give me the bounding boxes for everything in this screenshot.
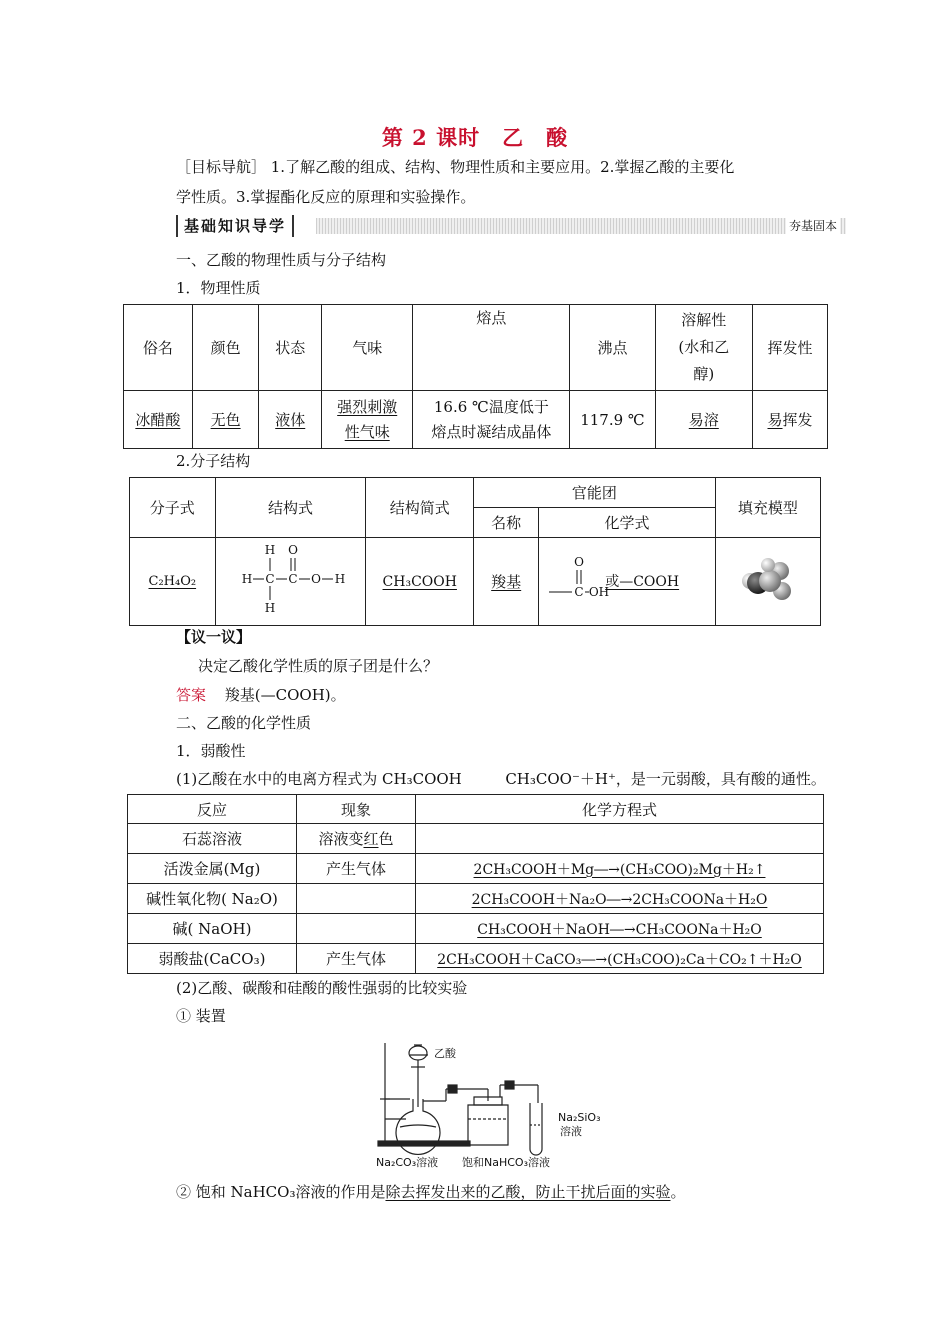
apparatus-diagram	[370, 1035, 620, 1175]
cell-solubility	[655, 391, 752, 449]
subheading-structure: 2.分子结构	[176, 452, 251, 470]
header-common-name: 俗名	[124, 305, 193, 391]
discuss-answer	[176, 684, 346, 705]
cell-condensed-formula	[366, 538, 474, 626]
note-suffix: 。	[670, 1183, 686, 1201]
cell-state	[259, 391, 322, 449]
cell-color	[192, 391, 259, 449]
acid-label: 乙酸	[434, 1047, 456, 1060]
reaction-cell: 石蕊溶液	[128, 824, 297, 854]
space-filling-model-image	[738, 555, 798, 605]
table-row	[128, 914, 824, 944]
reaction-cell: 碱( NaOH)	[128, 914, 297, 944]
molecular-formula-value: C₂H₄O₂	[148, 574, 197, 589]
section-heading-2: 二、乙酸的化学性质	[176, 714, 312, 732]
header-solubility	[655, 305, 752, 391]
cell-structural-formula	[215, 538, 366, 626]
header-melting: 熔点	[413, 305, 570, 391]
header-fg-formula: 化学式	[539, 508, 715, 538]
svg-text:C: C	[288, 571, 299, 586]
tube-label-1: Na₂SiO₃	[558, 1111, 601, 1124]
cell-odor	[322, 391, 413, 449]
phenomenon-cell	[297, 914, 416, 944]
odor-value-2: 性气味	[344, 422, 390, 441]
volatility-prefix: 易	[767, 411, 783, 429]
color-value: 无色	[210, 411, 241, 429]
reaction-cell: 碱性氧化物( Na₂O)	[128, 884, 297, 914]
bottle-label: 饱和NaHCO₃溶液	[462, 1156, 550, 1169]
note-prefix: ② 饱和 NaHCO₃溶液的作用是	[176, 1183, 386, 1201]
equation-cell	[416, 824, 824, 854]
structural-formula-diagram	[220, 540, 360, 620]
svg-text:H: H	[265, 542, 276, 557]
solubility-value: 易溶	[688, 411, 719, 429]
objectives-line-1: ［目标导航］ 1.了解乙酸的组成、结构、物理性质和主要应用。2.掌握乙酸的主要化	[176, 158, 735, 176]
equation-value: 2CH₃COOH＋Mg―→(CH₃COO)₂Mg＋H₂↑	[473, 861, 766, 878]
fg-formula-value: 或—COOH	[605, 573, 680, 590]
table-row	[128, 884, 824, 914]
melting-value-1: 16.6 ℃温度低于	[433, 397, 549, 416]
svg-text:H: H	[335, 571, 346, 586]
discuss-question: 决定乙酸化学性质的原子团是什么？	[198, 657, 439, 675]
note-answer: 除去挥发出来的乙酸，防止干扰后面的实验	[385, 1183, 671, 1201]
table-row	[128, 854, 824, 884]
common-name-value: 冰醋酸	[135, 411, 181, 429]
equation-value: 2CH₃COOH＋Na₂O―→2CH₃COONa＋H₂O	[471, 891, 768, 908]
comparison-heading: (2)乙酸、碳酸和硅酸的酸性强弱的比较实验	[176, 979, 468, 997]
header-volatility: 挥发性	[753, 305, 828, 391]
phenomenon-cell	[297, 884, 416, 914]
ionization-suffix: CH₃COO⁻＋H⁺，是一元弱酸，具有酸的通性。	[505, 770, 826, 788]
banner-tag: 夯基固本	[786, 218, 840, 234]
condensed-formula-value: CH₃COOH	[382, 573, 457, 590]
subheading-weak-acid: 1．弱酸性	[176, 742, 246, 760]
svg-text:O: O	[574, 554, 585, 569]
litmus-red: 红	[363, 830, 379, 848]
header-solubility-1: 溶解性	[681, 311, 727, 329]
svg-text:C: C	[574, 584, 584, 599]
banner-strip	[316, 218, 846, 234]
cell-space-filling-model	[715, 538, 820, 626]
subheading-physical: 1．物理性质	[176, 279, 261, 297]
svg-text:H: H	[265, 600, 276, 615]
carboxyl-group-diagram	[541, 552, 610, 612]
ionization-equation	[176, 768, 826, 789]
equation-cell	[416, 854, 824, 884]
svg-text:O: O	[311, 571, 322, 586]
objectives-line-2: 学性质。3.掌握酯化反应的原理和实验操作。	[176, 188, 476, 206]
litmus-post: 色	[378, 830, 394, 848]
physical-properties-table	[123, 304, 828, 449]
header-functional-group: 官能团	[474, 478, 716, 508]
equation-value: 2CH₃COOH＋CaCO₃―→(CH₃COO)₂Ca＋CO₂↑＋H₂O	[437, 951, 802, 968]
cell-volatility	[753, 391, 828, 449]
equation-cell	[416, 944, 824, 974]
melting-value-2: 熔点时凝结成晶体	[431, 422, 552, 441]
equation-cell	[416, 884, 824, 914]
cell-melting	[413, 391, 570, 449]
answer-text: 羧基(—COOH)。	[224, 686, 346, 704]
svg-text:OH: OH	[589, 584, 610, 599]
equation-value: CH₃COOH＋NaOH―→CH₃COONa＋H₂O	[477, 921, 762, 938]
odor-value-1: 强烈刺激	[337, 397, 398, 416]
answer-label: 答案	[176, 686, 207, 704]
header-solubility-3: 醇)	[693, 365, 715, 383]
section-banner	[176, 215, 846, 237]
cell-fg-name	[474, 538, 539, 626]
cell-molecular-formula	[130, 538, 216, 626]
header-reaction: 反应	[128, 795, 297, 824]
discuss-heading: 【议一议】	[176, 628, 252, 646]
volatility-rest: 挥发	[782, 411, 813, 429]
page-title: 第 2 课时 乙 酸	[381, 125, 569, 150]
header-equation: 化学方程式	[416, 795, 824, 824]
acid-properties-table	[127, 794, 824, 974]
header-space-filling-model: 填充模型	[715, 478, 820, 538]
fg-name-value: 羧基	[491, 573, 522, 591]
reaction-cell: 弱酸盐(CaCO₃)	[128, 944, 297, 974]
header-color: 颜色	[192, 305, 259, 391]
flask-label: Na₂CO₃溶液	[376, 1156, 439, 1169]
header-molecular-formula: 分子式	[130, 478, 216, 538]
litmus-pre: 溶液变	[318, 830, 364, 848]
header-fg-name: 名称	[474, 508, 539, 538]
phenomenon-cell: 产生气体	[297, 854, 416, 884]
phenomenon-cell: 产生气体	[297, 944, 416, 974]
structure-table	[129, 477, 821, 626]
banner-label: 基础知识导学	[176, 215, 294, 237]
header-solubility-2: (水和乙	[678, 338, 730, 356]
state-value: 液体	[275, 411, 306, 429]
tube-label-2: 溶液	[560, 1125, 582, 1138]
cell-fg-formula	[539, 538, 715, 626]
svg-text:O: O	[288, 542, 299, 557]
section-heading-1: 一、乙酸的物理性质与分子结构	[176, 251, 387, 269]
apparatus-label: ① 装置	[176, 1007, 226, 1025]
table-row	[128, 944, 824, 974]
header-odor: 气味	[322, 305, 413, 391]
header-boiling: 沸点	[570, 305, 655, 391]
table-row	[128, 824, 824, 854]
reaction-cell: 活泼金属(Mg)	[128, 854, 297, 884]
svg-text:H: H	[242, 571, 253, 586]
phenomenon-cell	[297, 824, 416, 854]
header-phenomenon: 现象	[297, 795, 416, 824]
cell-common-name	[124, 391, 193, 449]
nahco3-note	[176, 1181, 686, 1202]
ionization-prefix: (1)乙酸在水中的电离方程式为 CH₃COOH	[176, 770, 462, 788]
svg-text:C: C	[265, 571, 276, 586]
cell-boiling: 117.9 ℃	[570, 391, 655, 449]
header-condensed-formula: 结构简式	[366, 478, 474, 538]
header-structural-formula: 结构式	[215, 478, 366, 538]
header-state: 状态	[259, 305, 322, 391]
equation-cell	[416, 914, 824, 944]
